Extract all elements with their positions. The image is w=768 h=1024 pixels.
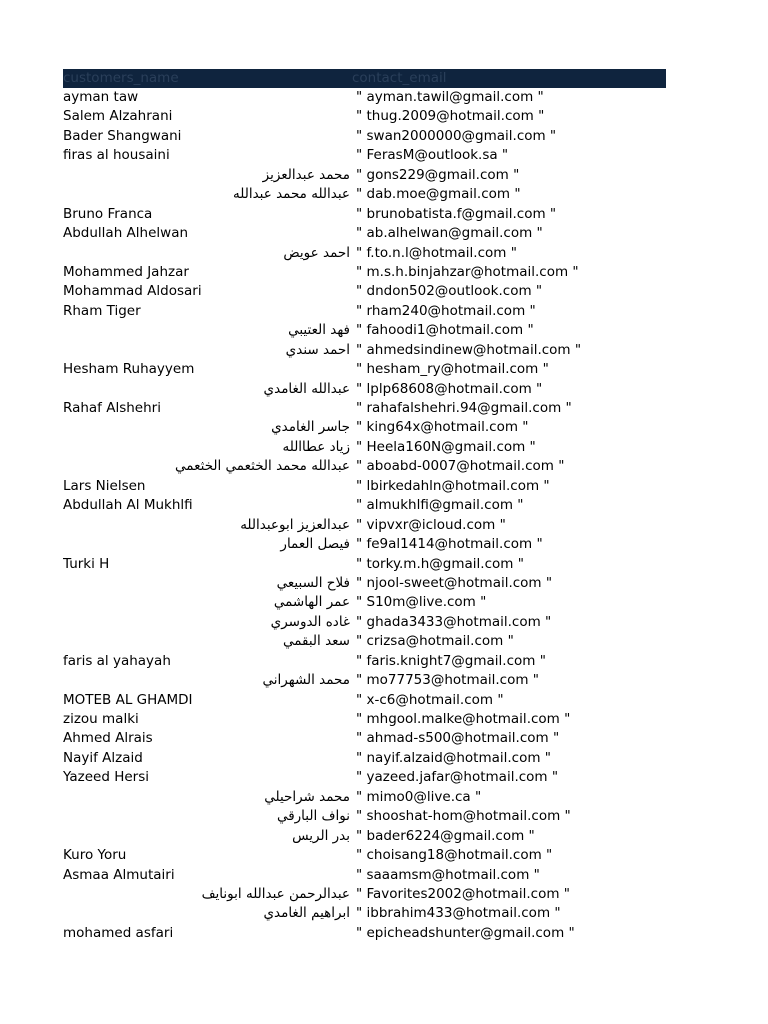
- contact-email-cell: " FerasM@outlook.sa ": [356, 147, 509, 164]
- contact-email-cell: " ab.alhelwan@gmail.com ": [356, 225, 543, 242]
- table-row: [63, 302, 666, 321]
- contact-email-cell: " faris.knight7@gmail.com ": [356, 652, 546, 669]
- contact-email-cell: " S10m@live.com ": [356, 594, 487, 611]
- table-row: [63, 321, 666, 340]
- customer-name-cell: فلاح السبيعي: [276, 574, 350, 591]
- customer-name-cell: firas al housaini: [63, 147, 170, 164]
- column-header-customers-name: customers_name: [63, 70, 179, 86]
- contact-email-cell: " Heela160N@gmail.com ": [356, 438, 536, 455]
- contact-email-cell: " swan2000000@gmail.com ": [356, 127, 557, 144]
- table-row: [63, 846, 666, 865]
- table-row: [63, 885, 666, 904]
- customer-name-cell: faris al yahayah: [63, 652, 171, 669]
- table-row: [63, 477, 666, 496]
- table-row: [63, 632, 666, 651]
- customer-name-cell: mohamed asfari: [63, 924, 174, 941]
- customer-name-cell: Bader Shangwani: [63, 127, 182, 144]
- table-row: [63, 205, 666, 224]
- table-row: [63, 263, 666, 282]
- customer-name-cell: Abdullah Alhelwan: [63, 225, 189, 242]
- table-row: [63, 924, 666, 943]
- contact-email-cell: " brunobatista.f@gmail.com ": [356, 205, 557, 222]
- customer-table: [63, 69, 666, 943]
- table-row: [63, 710, 666, 729]
- customer-name-cell: Ahmed Alrais: [63, 730, 153, 747]
- table-row: [63, 749, 666, 768]
- contact-email-cell: " dndon502@outlook.com ": [356, 283, 543, 300]
- table-row: [63, 904, 666, 923]
- customer-name-cell: Bruno Franca: [63, 205, 153, 222]
- table-row: [63, 516, 666, 535]
- contact-email-cell: " vipvxr@icloud.com ": [356, 516, 506, 533]
- contact-email-cell: " ahmad-s500@hotmail.com ": [356, 730, 560, 747]
- table-row: [63, 380, 666, 399]
- table-row: [63, 535, 666, 554]
- contact-email-cell: " thug.2009@hotmail.com ": [356, 108, 545, 125]
- customer-name-cell: Lars Nielsen: [63, 477, 146, 494]
- customer-name-cell: Mohammed Jahzar: [63, 263, 189, 280]
- table-row: [63, 691, 666, 710]
- customer-name-cell: Rahaf Alshehri: [63, 400, 161, 416]
- table-row: [63, 438, 666, 457]
- contact-email-cell: " njool-sweet@hotmail.com ": [356, 574, 553, 591]
- customer-name-cell: فيصل العمار: [280, 536, 350, 553]
- column-header-contact-email: contact_email: [352, 70, 447, 86]
- table-row: [63, 457, 666, 476]
- table-row: [63, 399, 666, 418]
- contact-email-cell: " dab.moe@gmail.com ": [356, 186, 521, 203]
- contact-email-cell: " fe9al1414@hotmail.com ": [356, 536, 543, 553]
- contact-email-cell: " lplp68608@hotmail.com ": [356, 380, 543, 397]
- contact-email-cell: " nayif.alzaid@hotmail.com ": [356, 749, 551, 766]
- customer-name-cell: زياد عطاالله: [282, 438, 350, 455]
- customer-name-cell: Rham Tiger: [63, 302, 141, 319]
- contact-email-cell: " yazeed.jafar@hotmail.com ": [356, 769, 559, 786]
- table-row: [63, 146, 666, 165]
- table-row: [63, 282, 666, 301]
- table-row: [63, 768, 666, 787]
- table-row: [63, 866, 666, 885]
- table-body: [63, 88, 666, 943]
- table-row: [63, 418, 666, 437]
- customer-name-cell: عمر الهاشمي: [273, 594, 350, 611]
- customer-name-cell: Kuro Yoru: [63, 847, 127, 864]
- customer-name-cell: عبدالرحمن عبدالله ابونايف: [201, 885, 350, 902]
- contact-email-cell: " Favorites2002@hotmail.com ": [356, 885, 570, 902]
- customer-name-cell: Abdullah Al Mukhlfi: [63, 497, 193, 514]
- table-row: [63, 613, 666, 632]
- contact-email-cell: " mo77753@hotmail.com ": [356, 672, 540, 689]
- customer-name-cell: Yazeed Hersi: [63, 769, 150, 786]
- table-row: [63, 496, 666, 515]
- customer-name-cell: Asmaa Almutairi: [63, 866, 175, 883]
- contact-email-cell: " epicheadshunter@gmail.com ": [356, 924, 575, 941]
- customer-name-cell: فهد العتيبي: [288, 322, 350, 339]
- table-row: [63, 729, 666, 748]
- table-row: [63, 827, 666, 846]
- customer-name-cell: عبدالله الغامدي: [263, 380, 350, 397]
- table-row: [63, 127, 666, 146]
- table-header-row: [63, 69, 666, 88]
- contact-email-cell: " king64x@hotmail.com ": [356, 419, 529, 436]
- contact-email-cell: " torky.m.h@gmail.com ": [356, 555, 524, 572]
- table-row: [63, 671, 666, 690]
- table-row: [63, 360, 666, 379]
- customer-name-cell: نواف البارقي: [276, 808, 350, 825]
- contact-email-cell: " x-c6@hotmail.com ": [356, 691, 504, 708]
- table-row: [63, 807, 666, 826]
- table-row: [63, 593, 666, 612]
- customer-name-cell: محمد الشهراني: [262, 672, 350, 689]
- contact-email-cell: " f.to.n.l@hotmail.com ": [356, 244, 517, 261]
- table-row: [63, 555, 666, 574]
- contact-email-cell: " bader6224@gmail.com ": [356, 827, 535, 844]
- customer-name-cell: Mohammad Aldosari: [63, 283, 202, 300]
- contact-email-cell: " hesham_ry@hotmail.com ": [356, 361, 549, 378]
- table-row: [63, 107, 666, 126]
- table-row: [63, 224, 666, 243]
- customer-name-cell: محمد عبدالعزيز: [262, 166, 350, 183]
- table-row: [63, 341, 666, 360]
- contact-email-cell: " rahafalshehri.94@gmail.com ": [356, 400, 572, 416]
- customer-name-cell: بدر الريس: [292, 827, 350, 844]
- contact-email-cell: " almukhlfi@gmail.com ": [356, 497, 524, 514]
- customer-name-cell: جاسر الغامدي: [271, 419, 350, 436]
- customer-name-cell: محمد شراحيلي: [264, 788, 350, 805]
- contact-email-cell: " aboabd-0007@hotmail.com ": [356, 458, 565, 475]
- customer-name-cell: سعد البقمي: [282, 633, 350, 650]
- table-row: [63, 88, 666, 107]
- contact-email-cell: " shooshat-hom@hotmail.com ": [356, 808, 571, 825]
- customer-name-cell: احمد سندي: [285, 341, 350, 358]
- contact-email-cell: " saaamsm@hotmail.com ": [356, 866, 540, 883]
- contact-email-cell: " m.s.h.binjahzar@hotmail.com ": [356, 263, 579, 280]
- customer-name-cell: Nayif Alzaid: [63, 749, 143, 766]
- contact-email-cell: " mimo0@live.ca ": [356, 788, 482, 805]
- contact-email-cell: " gons229@gmail.com ": [356, 166, 520, 183]
- customer-name-cell: MOTEB AL GHAMDI: [63, 691, 193, 708]
- contact-email-cell: " choisang18@hotmail.com ": [356, 847, 553, 864]
- table-row: [63, 652, 666, 671]
- contact-email-cell: " crizsa@hotmail.com ": [356, 633, 514, 650]
- table-row: [63, 166, 666, 185]
- table-row: [63, 244, 666, 263]
- customer-name-cell: عبدالله محمد الخثعمي الخثعمي: [175, 458, 350, 475]
- contact-email-cell: " rham240@hotmail.com ": [356, 302, 536, 319]
- customer-name-cell: عبدالعزيز ابوعبدالله: [240, 516, 350, 533]
- contact-email-cell: " fahoodi1@hotmail.com ": [356, 322, 534, 339]
- customer-name-cell: احمد عويض: [283, 244, 350, 261]
- contact-email-cell: " ghada3433@hotmail.com ": [356, 613, 552, 630]
- contact-email-cell: " lbirkedahln@hotmail.com ": [356, 477, 550, 494]
- contact-email-cell: " ayman.tawil@gmail.com ": [356, 89, 544, 105]
- customer-name-cell: غاده الدوسري: [270, 613, 350, 630]
- table-row: [63, 574, 666, 593]
- customer-name-cell: ayman taw: [63, 89, 139, 105]
- customer-name-cell: ابراهيم الغامدي: [263, 905, 350, 922]
- contact-email-cell: " mhgool.malke@hotmail.com ": [356, 711, 571, 727]
- customer-name-cell: Turki H: [63, 555, 110, 572]
- contact-email-cell: " ahmedsindinew@hotmail.com ": [356, 341, 582, 358]
- table-row: [63, 185, 666, 204]
- customer-name-cell: zizou malki: [63, 711, 139, 727]
- contact-email-cell: " ibbrahim433@hotmail.com ": [356, 905, 561, 922]
- table-row: [63, 788, 666, 807]
- customer-name-cell: Hesham Ruhayyem: [63, 361, 195, 378]
- customer-name-cell: Salem Alzahrani: [63, 108, 173, 125]
- customer-name-cell: عبدالله محمد عبدالله: [233, 186, 350, 203]
